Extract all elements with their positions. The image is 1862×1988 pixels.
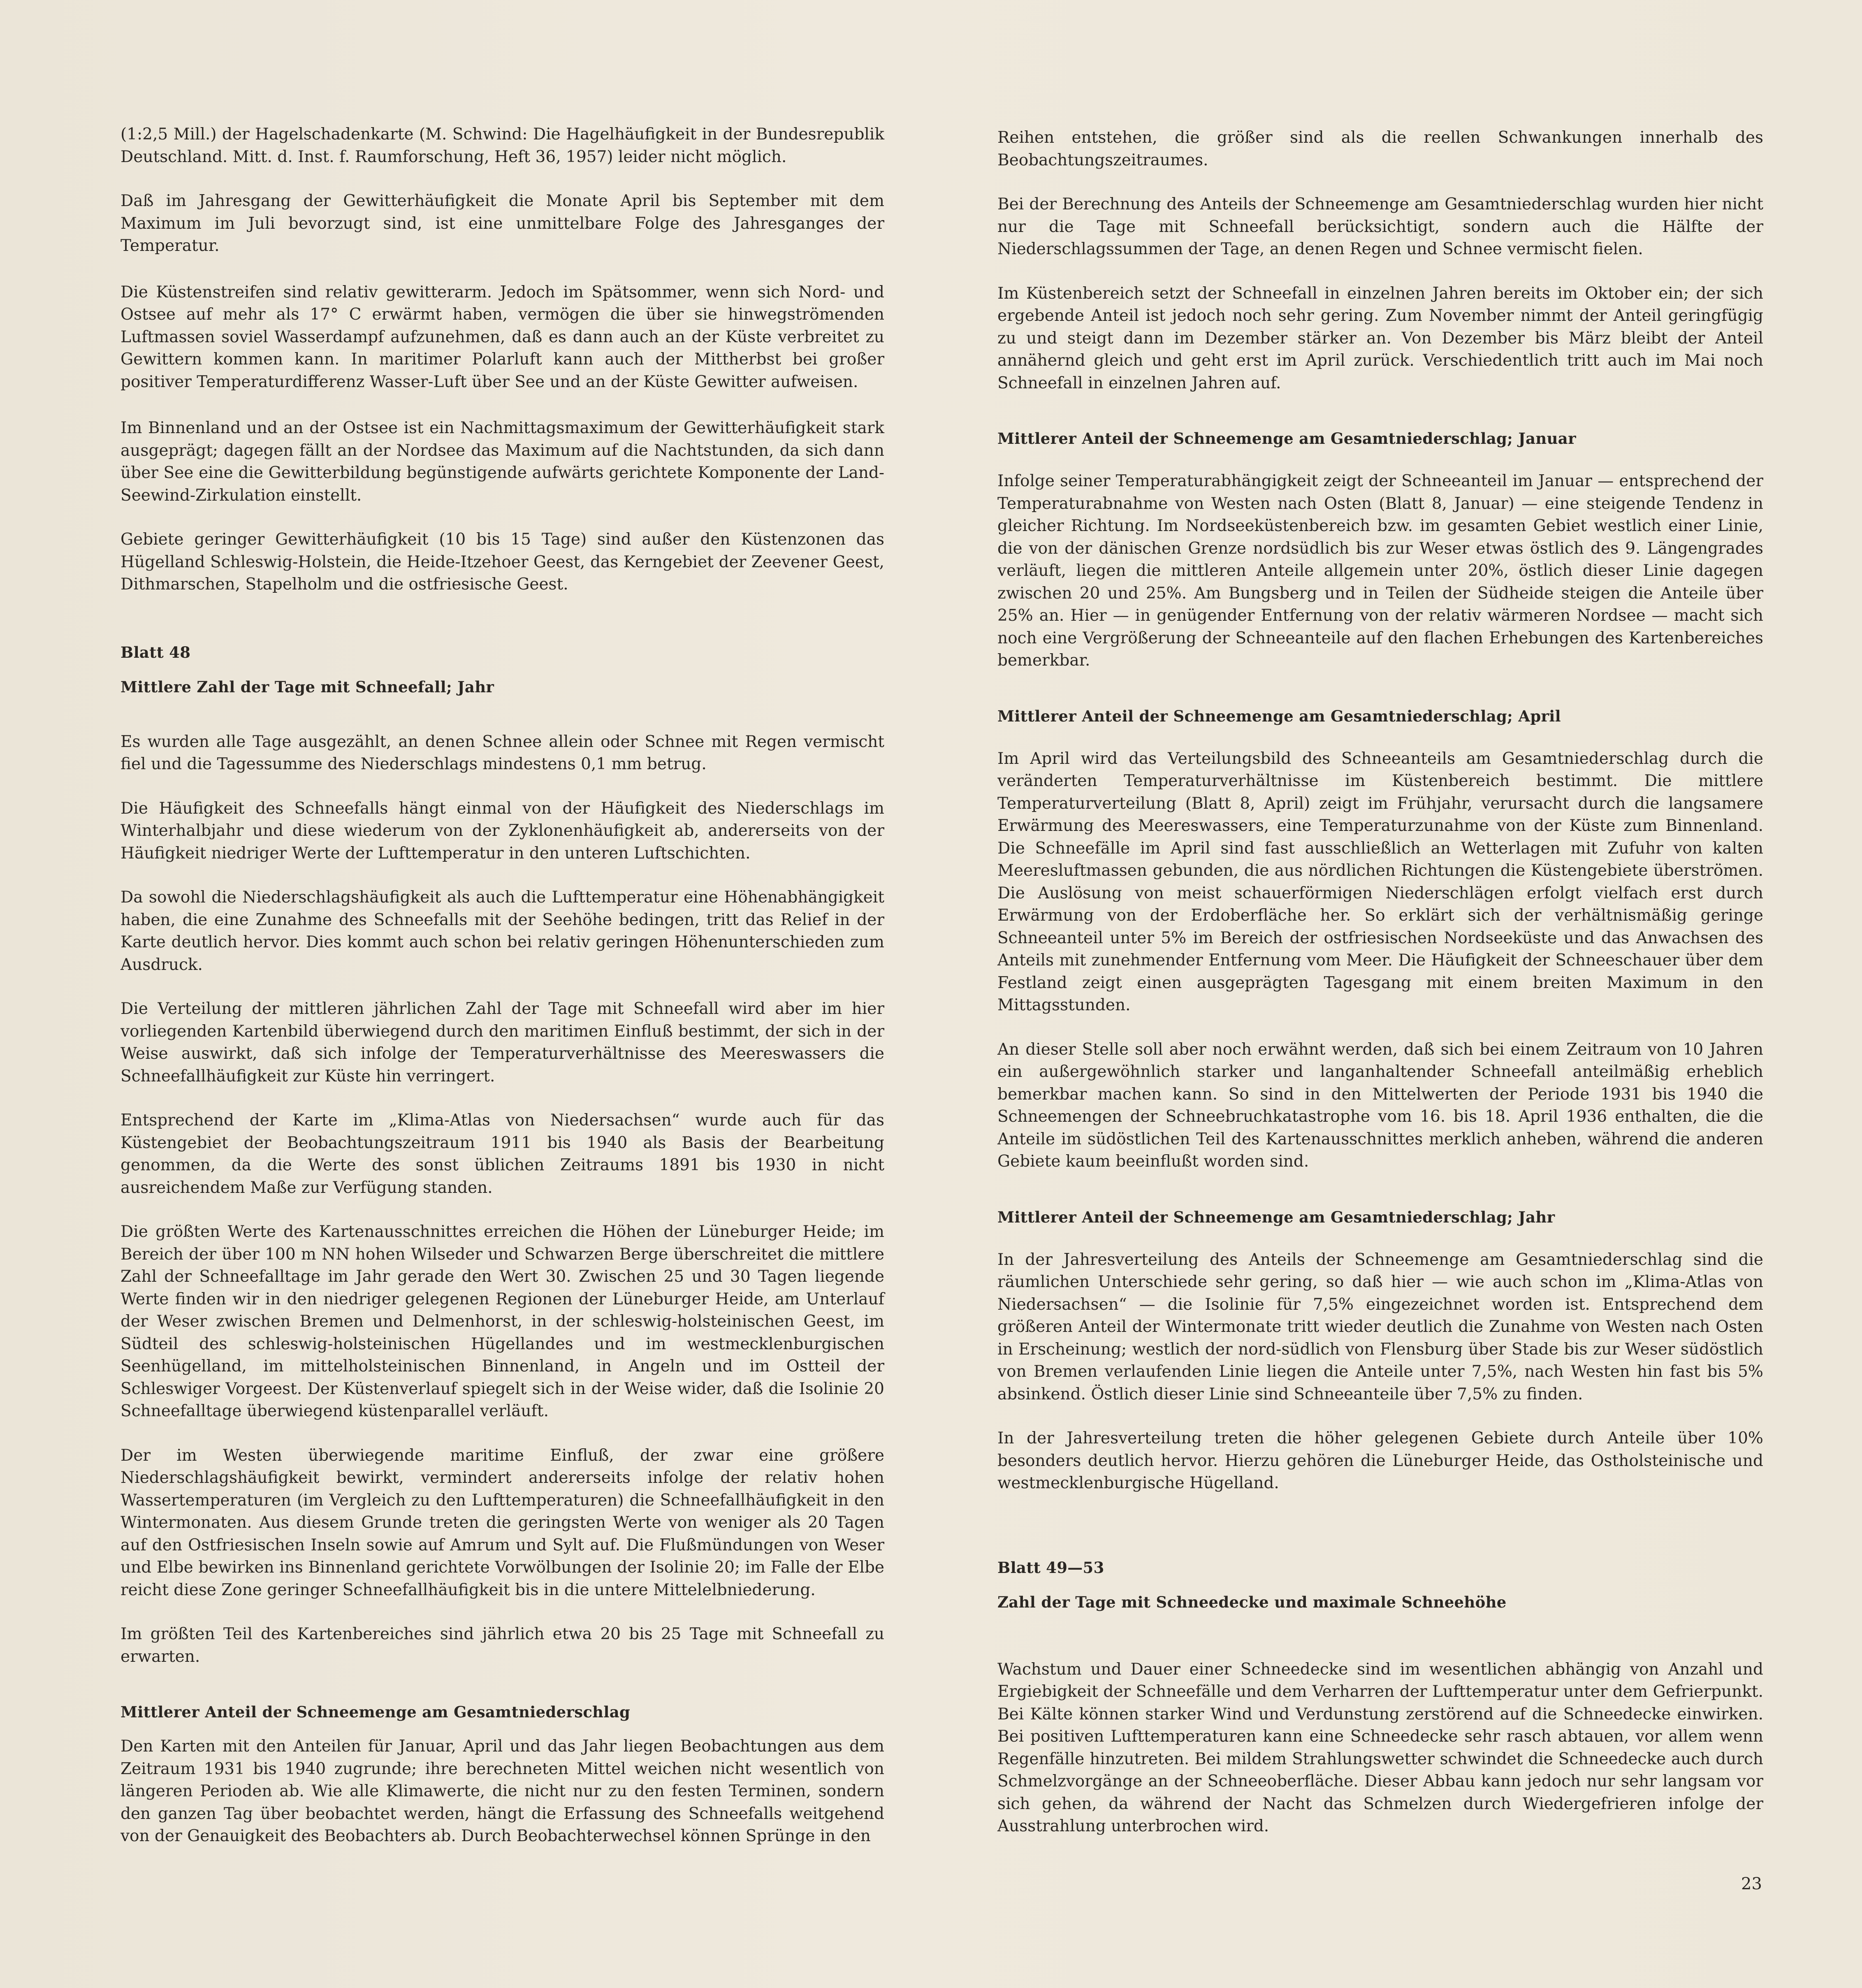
section-heading-jahr: Mittlerer Anteil der Schneemenge am Gesamtniederschlag; Jahr (997, 1208, 1555, 1226)
paragraph: Im April wird das Verteilungsbild des Schneeanteils am Gesamtniederschlag durch die veränderten Temperaturverhältnisse im Küstenbereich bestimmt. Die mittlere Temperaturverteilung (Blatt 8, April) zeigt im Frühjahr, verursacht durch die langsamere Erwärmung des Meereswassers, eine Temperaturzunahme von der Küste zum Binnenland. Die Schneefälle im April sind fast ausschließlich an Wetterlagen mit Zufuhr von kalten Meeresluftmassen gebunden, die aus nördlichen Richtungen die Küstengebiete überströmen. Die Auslösung von meist schauerförmigen Niederschlägen erfolgt vielfach erst durch Erwärmung von der Erdoberfläche her. So erklärt sich der verhältnismäßig geringe Schneeanteil unter 5% im Bereich der ostfriesischen Nordseeküste und das Anwachsen des Anteils mit zunehmender Entfernung vom Meer. Die Häufigkeit der Schneeschauer über dem Festland zeigt einen ausgeprägten Tagesgang mit einem breiten Maximum in den Mittagsstunden. (997, 749, 1763, 1014)
paragraph: Im Binnenland und an der Ostsee ist ein Nachmittagsmaximum der Gewitterhäufigkeit stark ausgeprägt; dagegen fällt an der Nordsee das Maximum auf die Nachtstunden, da sich dann über See eine die Gewitterbildung begünstigende aufwärts gerichtete Komponente der Land-Seewind-Zirkulation einstellt. (121, 419, 884, 505)
paragraph: Im größten Teil des Kartenbereiches sind jährlich etwa 20 bis 25 Tage mit Schneefall zu erwarten. (121, 1625, 884, 1666)
paragraph: Daß im Jahresgang der Gewitterhäufigkeit die Monate April bis September mit dem Maximum im Juli bevorzugt sind, ist eine unmittelbare Folge des Jahresganges der Temperatur. (121, 192, 884, 255)
left-column (121, 123, 884, 1848)
paragraph: Reihen entstehen, die größer sind als die reellen Schwankungen innerhalb des Beobachtungszeitraumes. (997, 128, 1763, 169)
paragraph: Gebiete geringer Gewitterhäufigkeit (10 bis 15 Tage) sind außer den Küstenzonen das Hügelland Schleswig-Holstein, die Heide-Itzehoer Geest, das Kerngebiet der Zeevener Geest, Dithmarschen, Stapelholm und die ostfriesische Geest. (121, 530, 884, 594)
paragraph: Es wurden alle Tage ausgezählt, an denen Schnee allein oder Schnee mit Regen vermischt fiel und die Tagessumme des Niederschlags mindestens 0,1 mm betrug. (121, 732, 884, 773)
paragraph: Infolge seiner Temperaturabhängigkeit zeigt der Schneeanteil im Januar — entsprechend der Temperaturabnahme von Westen nach Osten (Blatt 8, Januar) — eine steigende Tendenz in gleicher Richtung. Im Nordseeküstenbereich bzw. im gesamten Gebiet westlich einer Linie, die von der dänischen Grenze nordsüdlich bis zur Weser etwas östlich des 9. Längengrades verläuft, liegen die mittleren Anteile allgemein unter 20%, östlich dieser Linie dagegen zwischen 20 und 25%. Am Bungsberg und in Teilen der Südheide steigen die Anteile über 25% an. Hier — in genügender Entfernung von der relativ wärmeren Nordsee — macht sich noch eine Vergrößerung der Schneeanteile auf den flachen Erhebungen des Kartenbereiches bemerkbar. (997, 472, 1763, 670)
right-column (997, 127, 1763, 1838)
paragraph: Entsprechend der Karte im „Klima-Atlas von Niedersachsen“ wurde auch für das Küstengebiet der Beobachtungszeitraum 1911 bis 1940 als Basis der Bearbeitung genommen, da die Werte des sonst üblichen Zeitraums 1891 bis 1930 in nicht ausreichendem Maße zur Verfügung standen. (121, 1111, 884, 1197)
paragraph: Bei der Berechnung des Anteils der Schneemenge am Gesamtniederschlag wurden hier nicht nur die Tage mit Schneefall berücksichtigt, sondern auch die Hälfte der Niederschlagssummen der Tage, an denen Regen und Schnee vermischt fielen. (997, 195, 1763, 258)
paragraph: In der Jahresverteilung treten die höher gelegenen Gebiete durch Anteile über 10% besonders deutlich hervor. Hierzu gehören die Lüneburger Heide, das Ostholsteinische und westmecklenburgische Hügelland. (997, 1429, 1763, 1492)
paragraph: Die Häufigkeit des Schneefalls hängt einmal von der Häufigkeit des Niederschlags im Winterhalbjahr und diese wiederum von der Zyklonenhäufigkeit ab, andererseits von der Häufigkeit niedriger Werte der Lufttemperatur in den unteren Luftschichten. (121, 799, 884, 863)
paragraph: Da sowohl die Niederschlagshäufigkeit als auch die Lufttemperatur eine Höhenabhängigkeit haben, die eine Zunahme des Schneefalls mit der Seehöhe bedingen, tritt das Relief in der Karte deutlich hervor. Dies kommt auch schon bei relativ geringen Höhenunterschieden zum Ausdruck. (121, 888, 884, 974)
paragraph: Im Küstenbereich setzt der Schneefall in einzelnen Jahren bereits im Oktober ein; der sich ergebende Anteil ist jedoch noch sehr gering. Zum November nimmt der Anteil geringfügig zu und steigt dann im Dezember stärker an. Von Dezember bis März bleibt der Anteil annähernd gleich und geht erst im April zurück. Verschiedentlich tritt auch im Mai noch Schneefall in einzelnen Jahren auf. (997, 284, 1763, 392)
paragraph: (1:2,5 Mill.) der Hagelschadenkarte (M. Schwind: Die Hagelhäufigkeit in der Bundesrepublik Deutschland. Mitt. d. Inst. f. Raumforschung, Heft 36, 1957) leider nicht möglich. (121, 125, 884, 166)
section-heading-blatt-48: Blatt 48 (121, 643, 191, 661)
section-heading-anteil: Mittlerer Anteil der Schneemenge am Gesamtniederschlag (121, 1703, 631, 1721)
section-heading-schneedecke: Zahl der Tage mit Schneedecke und maximale Schneehöhe (997, 1593, 1507, 1611)
page-number: 23 (1741, 1874, 1762, 1893)
section-heading-januar: Mittlerer Anteil der Schneemenge am Gesamtniederschlag; Januar (997, 429, 1576, 448)
section-heading-schneefall-jahr: Mittlere Zahl der Tage mit Schneefall; Jahr (121, 677, 494, 696)
paragraph: In der Jahresverteilung des Anteils der Schneemenge am Gesamtniederschlag sind die räumlichen Unterschiede sehr gering, so daß hier — wie auch schon im „Klima-Atlas von Niedersachsen“ — die Isolinie für 7,5% eingezeichnet worden ist. Entsprechend dem größeren Anteil der Wintermonate tritt wieder deutlich die Zunahme von Westen nach Osten in Erscheinung; westlich der nord-südlich von Flensburg über Stade bis zur Weser südöstlich von Bremen verlaufenden Linie liegen die Anteile unter 7,5%, nach Westen hin fast bis 5% absinkend. Östlich dieser Linie sind Schneeanteile über 7,5% zu finden. (997, 1250, 1763, 1403)
paragraph: Die Küstenstreifen sind relativ gewitterarm. Jedoch im Spätsommer, wenn sich Nord- und Ostsee auf mehr als 17° C erwärmt haben, vermögen die über sie hinwegströmenden Luftmassen soviel Wasserdampf aufzunehmen, daß es dann auch an der Küste verbreitet zu Gewittern kommen kann. In maritimer Polarluft kann auch der Mittherbst bei großer positiver Temperaturdifferenz Wasser-Luft über See und an der Küste Gewitter aufweisen. (121, 283, 884, 391)
section-heading-blatt-49-53: Blatt 49—53 (997, 1558, 1104, 1577)
paragraph: Der im Westen überwiegende maritime Einfluß, der zwar eine größere Niederschlagshäufigkeit bewirkt, vermindert andererseits infolge der relativ hohen Wassertemperaturen (im Vergleich zu den Lufttemperaturen) die Schneefallhäufigkeit in den Wintermonaten. Aus diesem Grunde treten die geringsten Werte von weniger als 20 Tagen auf den Ostfriesischen Inseln sowie auf Amrum und Sylt auf. Die Flußmündungen von Weser und Elbe bewirken ins Binnenland gerichtete Vorwölbungen der Isolinie 20; im Falle der Elbe reicht diese Zone geringer Schneefallhäufigkeit bis in die untere Mittelelbniederung. (121, 1446, 884, 1599)
section-heading-april: Mittlerer Anteil der Schneemenge am Gesamtniederschlag; April (997, 707, 1561, 725)
paragraph: Wachstum und Dauer einer Schneedecke sind im wesentlichen abhängig von Anzahl und Ergiebigkeit der Schneefälle und dem Verharren der Lufttemperatur unter dem Gefrierpunkt. Bei Kälte können starker Wind und Verdunstung zerstörend auf die Schneedecke einwirken. Bei positiven Lufttemperaturen kann eine Schneedecke sehr rasch abtauen, vor allem wenn Regenfälle hinzutreten. Bei mildem Strahlungswetter schwindet die Schneedecke auch durch Schmelzvorgänge an der Schneeoberfläche. Dieser Abbau kann jedoch nur sehr langsam vor sich gehen, da während der Nacht das Schmelzen durch Wiedergefrieren infolge der Ausstrahlung unterbrochen wird. (997, 1660, 1763, 1835)
paragraph: Den Karten mit den Anteilen für Januar, April und das Jahr liegen Beobachtungen aus dem Zeitraum 1931 bis 1940 zugrunde; ihre berechneten Mittel weichen nicht wesentlich von längeren Perioden ab. Wie alle Klimawerte, die nicht nur zu den festen Terminen, sondern den ganzen Tag über beobachtet werden, hängt die Erfassung des Schneefalls weitgehend von der Genauigkeit des Beobachters ab. Durch Beobachterwechsel können Sprünge in den (121, 1737, 884, 1845)
paragraph: Die Verteilung der mittleren jährlichen Zahl der Tage mit Schneefall wird aber im hier vorliegenden Kartenbild überwiegend durch den maritimen Einfluß bestimmt, der sich in der Weise auswirkt, daß sich infolge der Temperaturverhältnisse des Meereswassers die Schneefallhäufigkeit zur Küste hin verringert. (121, 1000, 884, 1086)
paragraph: An dieser Stelle soll aber noch erwähnt werden, daß sich bei einem Zeitraum von 10 Jahren ein außergewöhnlich starker und langanhaltender Schneefall anteilmäßig erheblich bemerkbar machen kann. So sind in den Mittelwerten der Periode 1931 bis 1940 die Schneemengen der Schneebruchkatastrophe vom 16. bis 18. April 1936 enthalten, die die Anteile im südöstlichen Teil des Kartenausschnittes merklich anheben, während die anderen Gebiete kaum beeinflußt worden sind. (997, 1040, 1763, 1171)
paragraph: Die größten Werte des Kartenausschnittes erreichen die Höhen der Lüneburger Heide; im Bereich der über 100 m NN hohen Wilseder und Schwarzen Berge überschreitet die mittlere Zahl der Schneefalltage im Jahr gerade den Wert 30. Zwischen 25 und 30 Tagen liegende Werte finden wir in den niedriger gelegenen Regionen der Lüneburger Heide, am Unterlauf der Weser zwischen Bremen und Delmenhorst, in der schleswig-holsteinischen Geest, im Südteil des schleswig-holsteinischen Hügellandes und im westmecklenburgischen Seenhügelland, im mittelholsteinischen Binnenland, in Angeln und im Ostteil der Schleswiger Vorgeest. Der Küstenverlauf spiegelt sich in der Weise wider, daß die Isolinie 20 Schneefalltage überwiegend küstenparallel verläuft. (121, 1222, 884, 1420)
